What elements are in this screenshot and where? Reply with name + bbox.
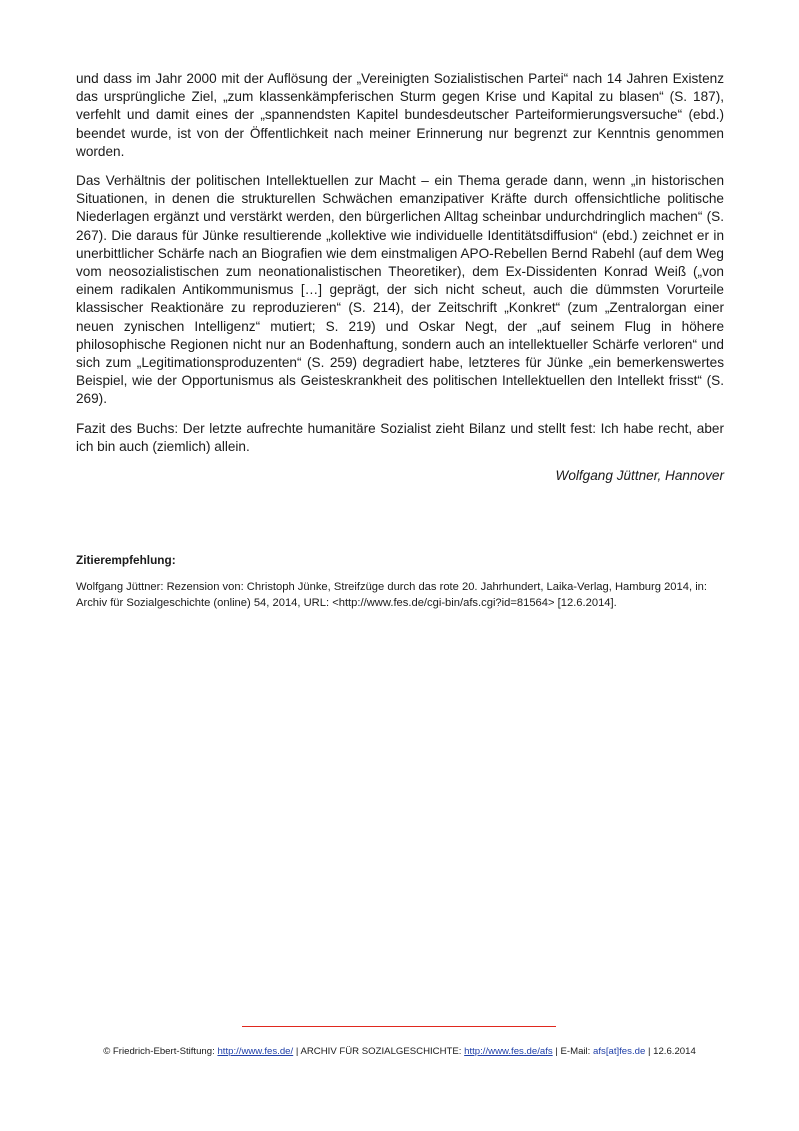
page-footer [0,1046,799,1057]
footer-copyright: © Friedrich-Ebert-Stiftung: [103,1046,218,1057]
fes-link[interactable]: http://www.fes.de/ [217,1046,294,1057]
citation-block [76,553,726,611]
footer-divider [242,1026,556,1027]
citation-text: Wolfgang Jüttner: Rezension von: Christoph Jünke, Streifzüge durch das rote 20. Jahrhundert, Laika-Verlag, Hamburg 2014, in: Archiv für Sozialgeschichte (online) 54, 2014, URL: <http://www.fes.de/cgi-bin/afs.cgi?id=81564> [12.6.2014]. [76,581,708,609]
paragraph-1: und dass im Jahr 2000 mit der Auflösung der „Vereinigten Sozialistischen Partei“ nach 14 Jahren Existenz das ursprüngliche Ziel, „zum klassenkämpferischen Sturm gegen Krise und Kapital zu blasen“ (S. 187), verfehlt und damit eines der „spannendsten Kapitel bundesdeutscher Parteiformierungsversuche“ (ebd.) beendet wurde, ist von der Öffentlichkeit nach meiner Erinnerung nur begrenzt zur Kenntnis genommen worden. [76,71,724,159]
afs-link[interactable]: http://www.fes.de/afs [464,1046,553,1057]
paragraph-3: Fazit des Buchs: Der letzte aufrechte humanitäre Sozialist zieht Bilanz und stellt fest: Ich habe recht, aber ich bin auch (ziemlich) allein. [76,420,724,454]
author-signature: Wolfgang Jüttner, Hannover [555,468,724,484]
footer-archive-label: | ARCHIV FÜR SOZIALGESCHICHTE: [293,1046,465,1057]
review-body [76,70,724,485]
footer-email-label: | E-Mail: [552,1046,594,1057]
footer-date: | 12.6.2014 [645,1046,696,1057]
footer-email: afs[at]fes.de [593,1046,646,1057]
paragraph-2: Das Verhältnis der politischen Intellektuellen zur Macht – ein Thema gerade dann, wenn „in historischen Situationen, in denen die strukturellen Schwächen emanzipativer Kräfte durch offensichtliche politische Niederlagen ergänzt und verstärkt werden, den bürgerlichen Alltag scheinbar undurchdringlich machen“ (S. 267). Die daraus für Jünke resultierende „kollektive wie individuelle Identitätsdiffusion“ (ebd.) zeichnet er in unerbittlicher Schärfe nach an Biografien wie dem einstmaligen APO-Rebellen Bernd Rabehl (auf dem Weg vom neosozialistischen zum neonationalistischen Theoretiker), dem Ex-Dissidenten Konrad Weiß („von einem radikalen Antikommunismus […] geprägt, der sich nicht scheut, auch die dümmsten Vorurteile klassischer Reaktionäre zu reproduzieren“ (S. 214), der Zeitschrift „Konkret“ (zum „Zentralorgan einer neuen zynischen Intelligenz“ mutiert; S. 219) und Oskar Negt, der „auf seinem Flug in höhere philosophische Regionen nicht nur an Bodenhaftung, sondern auch an intellektueller Schärfe verloren“ und sich zum „Legitimationsproduzenten“ (S. 259) degradiert habe, letzteres für Jünke „ein bemerkenswertes Beispiel, wie der Opportunismus als Geisteskrankheit des politischen Intellektuellen den Intellekt frisst“ (S. 269). [76,173,724,407]
citation-heading: Zitierempfehlung: [76,553,176,567]
